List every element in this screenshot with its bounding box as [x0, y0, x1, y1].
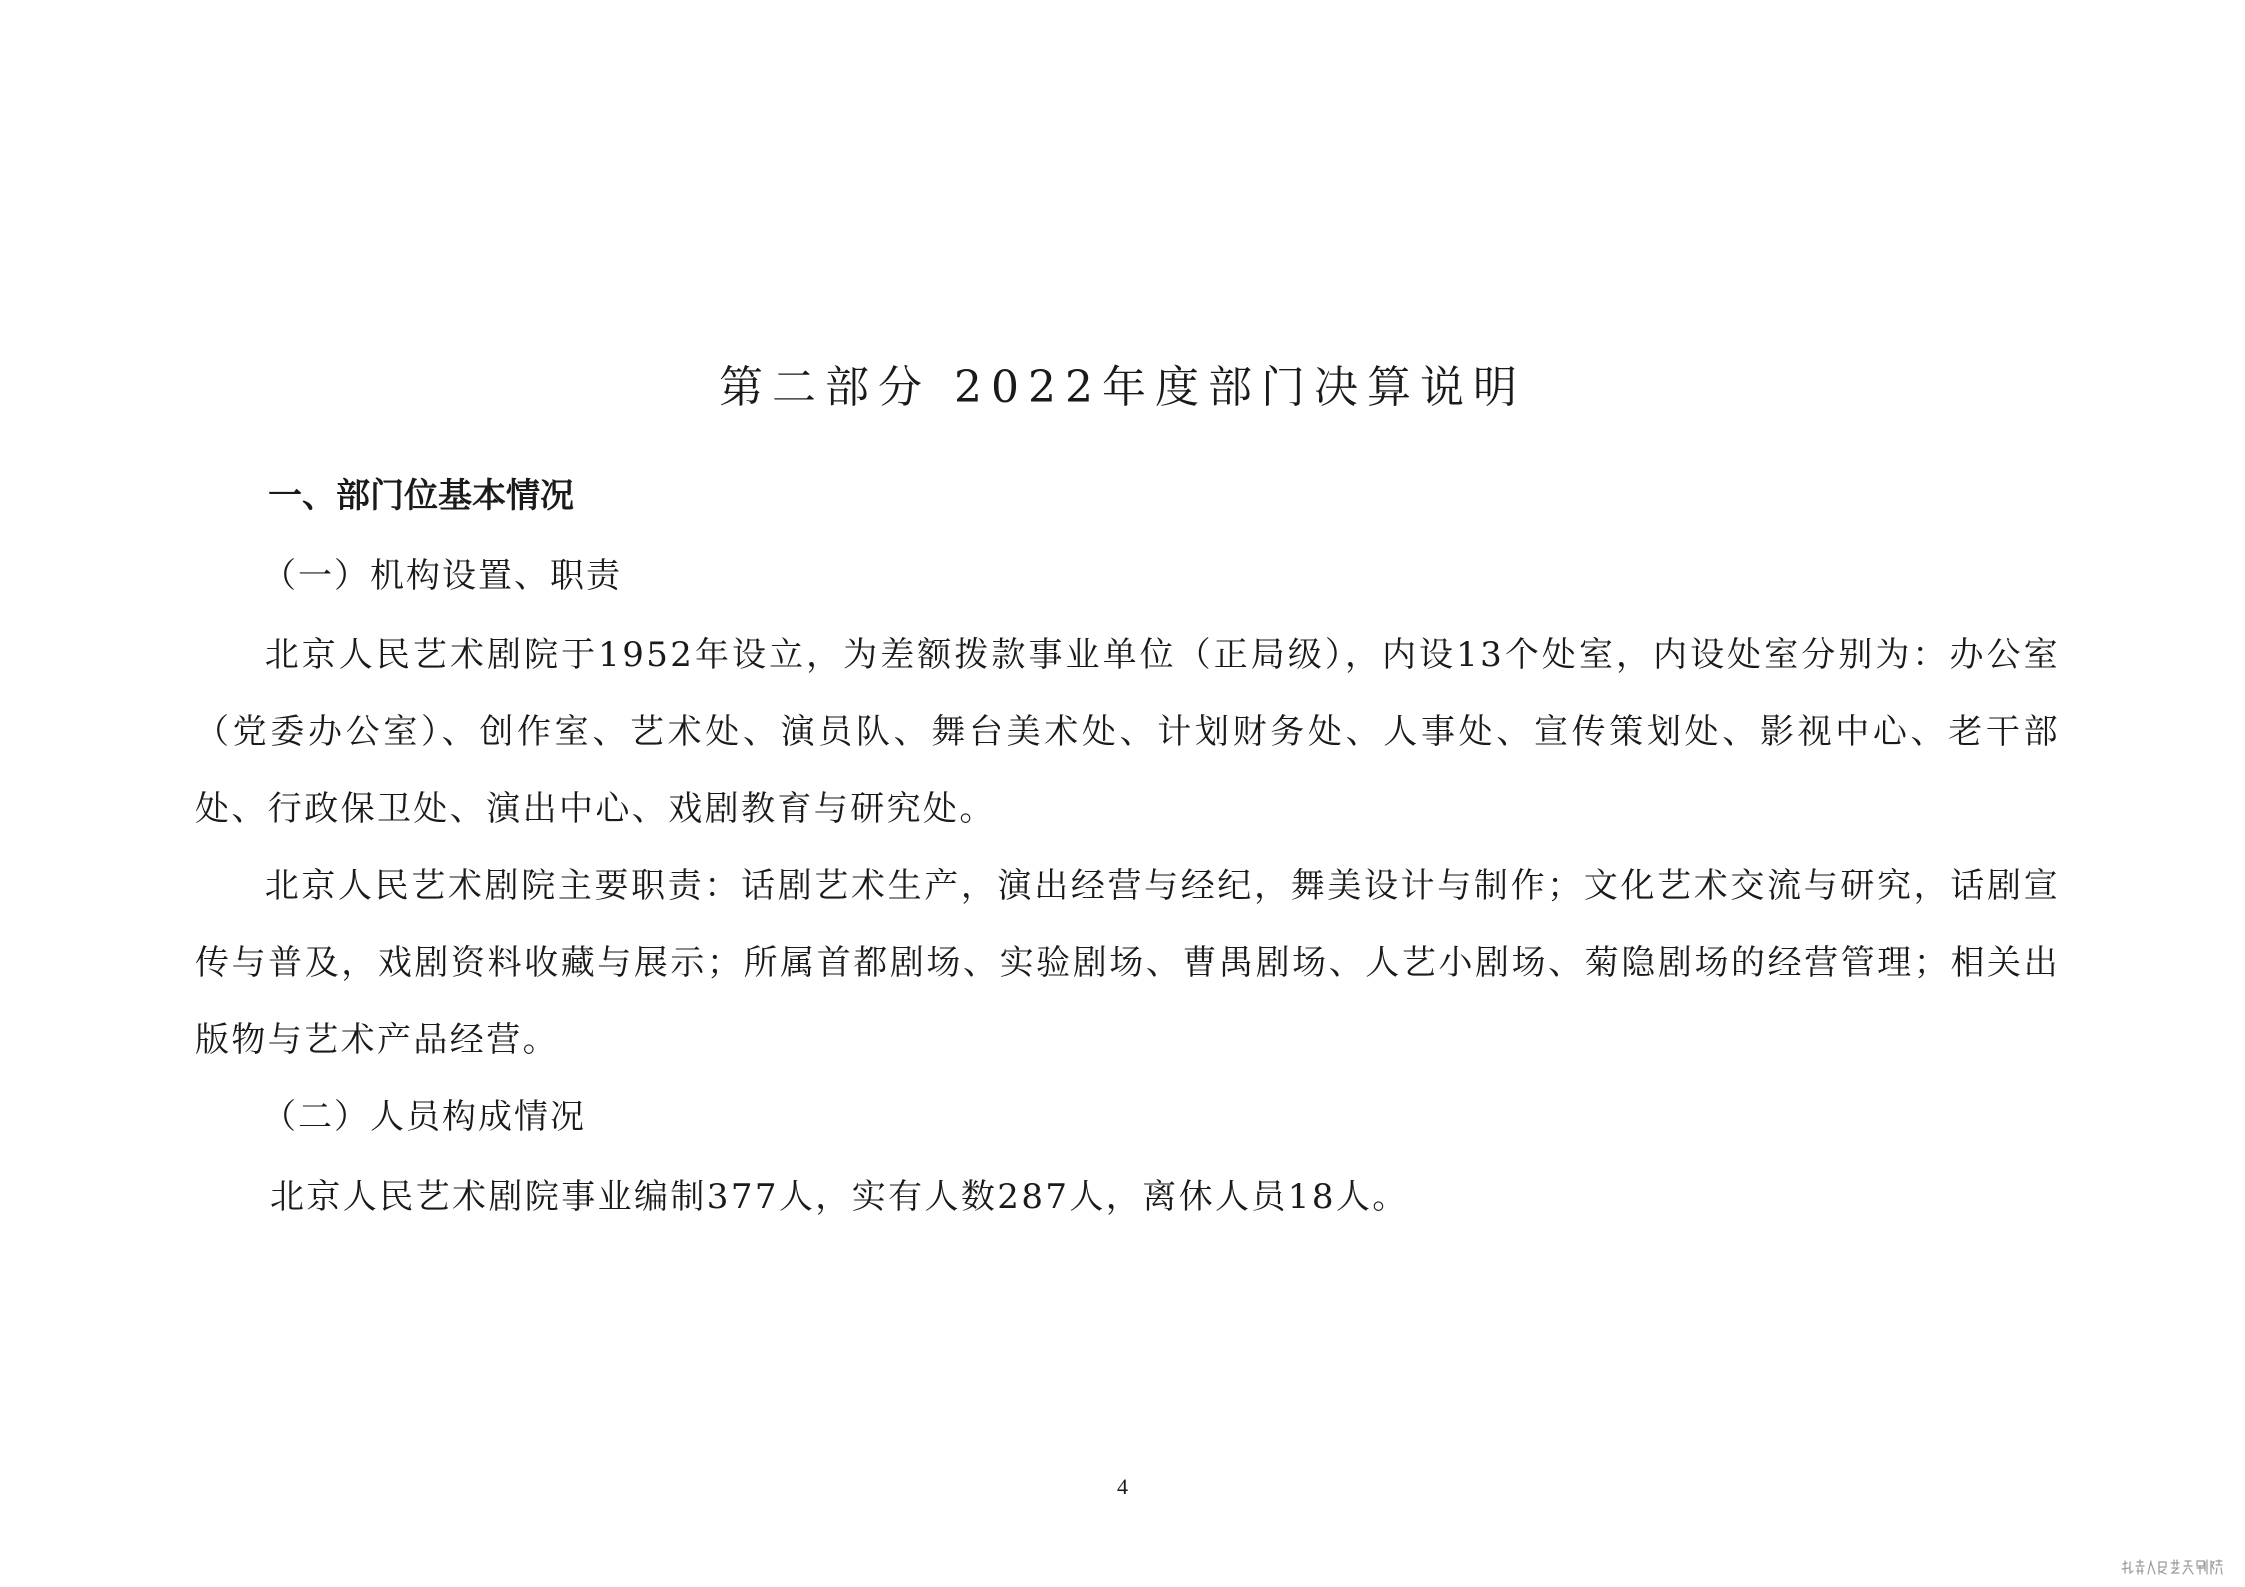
- paragraph-staff: 北京人民艺术剧院事业编制377人，实有人数287人，离休人员18人。: [270, 1177, 1409, 1217]
- paragraph-organization: 北京人民艺术剧院于1952年设立，为差额拨款事业单位（正局级），内设13个处室，内设处室分别为：办公室（党委办公室）、创作室、艺术处、演员队、舞台美术处、计划财务处、人事处、宣传策划处、影视中心、老干部处、行政保卫处、演出中心、戏剧教育与研究处。: [195, 635, 2060, 829]
- section-heading-basic-info: 一、部门位基本情况: [268, 476, 574, 516]
- watermark-logo: [2113, 1557, 2233, 1579]
- page-number: 4: [1117, 1474, 1128, 1499]
- paragraph-responsibilities: 北京人民艺术剧院主要职责：话剧艺术生产，演出经营与经纪，舞美设计与制作；文化艺术交流与研究，话剧宣传与普及，戏剧资料收藏与展示；所属首都剧场、实验剧场、曹禺剧场、人艺小剧场、菊隐剧场的经营管理；相关出版物与艺术产品经营。: [195, 866, 2060, 1060]
- page-title: 第二部分 2022年度部门决算说明: [719, 362, 1526, 413]
- handwritten-logo-icon: [2121, 1559, 2233, 1577]
- sub-heading-staff: （二）人员构成情况: [262, 1097, 586, 1137]
- sub-heading-organization: （一）机构设置、职责: [262, 556, 622, 596]
